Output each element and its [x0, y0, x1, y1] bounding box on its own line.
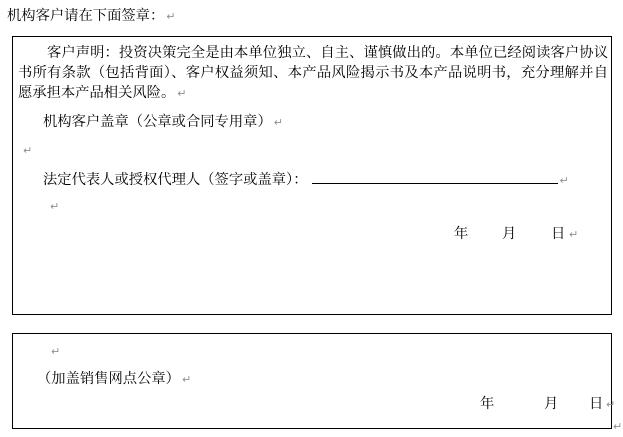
paragraph-mark-icon: ↵: [50, 200, 60, 213]
month-label: 月: [502, 226, 517, 242]
legal-rep-label: 法定代表人或授权代理人（签字或盖章）：: [43, 172, 308, 188]
paragraph-mark-icon: ↵: [177, 87, 187, 100]
org-stamp-label: 机构客户盖章（公章或合同专用章）: [43, 114, 272, 130]
paragraph-mark-icon: ↵: [51, 345, 61, 358]
section-heading: [7, 6, 175, 27]
signature-line[interactable]: [312, 170, 558, 184]
paragraph-mark-icon: ↵: [559, 174, 569, 187]
paragraph-mark-icon: ↵: [606, 398, 616, 411]
declaration-box: [12, 36, 612, 315]
org-stamp-line: [43, 112, 283, 133]
paragraph-mark-icon: ↵: [273, 116, 283, 129]
declaration-paragraph: [18, 43, 608, 104]
year-label: 年: [454, 226, 469, 242]
sales-stamp-line: [37, 369, 191, 390]
sales-stamp-box: [12, 333, 616, 429]
legal-rep-line: [43, 170, 569, 191]
year-label: 年: [480, 396, 495, 412]
declaration-text: 客户声明：投资决策完全是由本单位独立、自主、谨慎做出的。本单位已经阅读客户协议书所有条款（包括背面）、客户权益须知、本产品风险揭示书及本产品说明书，充分理解并自愿承担本产品相关风险。: [18, 45, 608, 101]
paragraph-mark-icon: ↵: [613, 420, 623, 433]
day-label: 日: [589, 396, 604, 412]
empty-paragraph: [21, 142, 32, 159]
paragraph-mark-icon: ↵: [166, 10, 176, 23]
sales-stamp-label: （加盖销售网点公章）: [37, 371, 180, 387]
paragraph-mark-icon: ↵: [181, 373, 192, 386]
empty-paragraph: [49, 343, 60, 360]
section-heading-text: 机构客户请在下面签章：: [7, 8, 165, 24]
empty-paragraph: [48, 198, 59, 215]
day-label: 日: [551, 226, 566, 242]
month-label: 月: [544, 396, 559, 412]
paragraph-mark-icon: ↵: [23, 144, 33, 157]
paragraph-mark-icon: ↵: [569, 228, 579, 241]
